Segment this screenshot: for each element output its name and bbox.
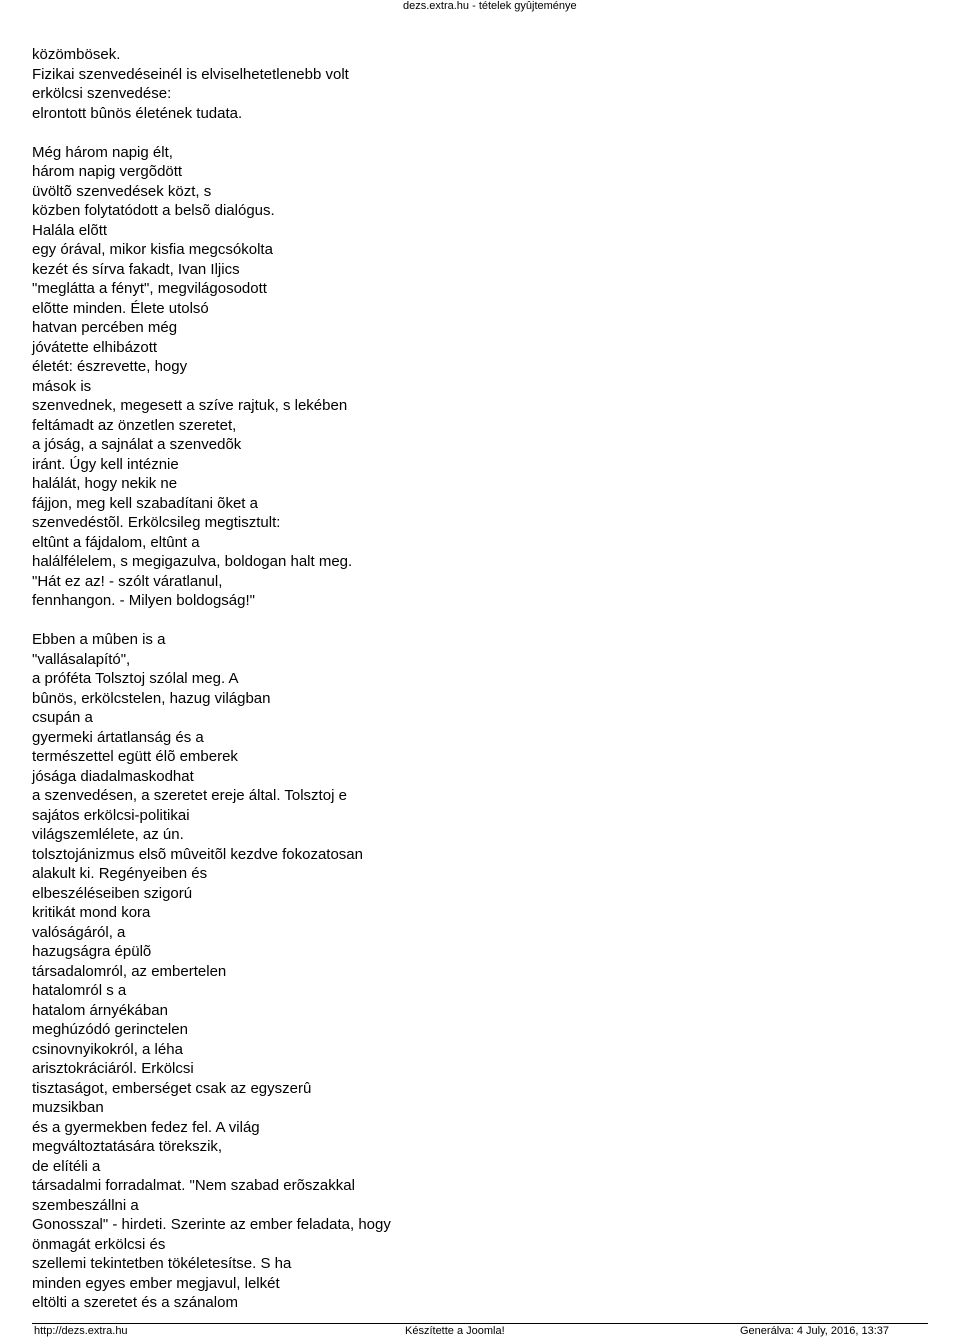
text-line: arisztokráciáról. Erkölcsi xyxy=(32,1060,194,1077)
text-line: mások is xyxy=(32,377,92,395)
text-line: Még három napig élt, xyxy=(32,143,173,161)
text-line: szembeszállni a xyxy=(32,1196,139,1214)
text-line: "Hát ez az! - szólt váratlanul, xyxy=(32,572,223,590)
text-line: hatalomról s a xyxy=(32,982,127,999)
text-line: kritikát mond kora xyxy=(32,904,151,921)
text-line: Fizikai szenvedéseinél is elviselhetetlenebb volt xyxy=(32,65,349,83)
text-line: minden egyes ember megjavul, lelkét xyxy=(32,1274,280,1292)
paragraph xyxy=(32,45,932,123)
text-line: kezét és sírva fakadt, Ivan Iljics xyxy=(32,260,240,278)
text-line: hatvan percében még xyxy=(32,319,178,336)
footer-credit: Készítette a Joomla! xyxy=(405,1325,505,1337)
text-line: elrontott bûnös életének tudata. xyxy=(32,104,243,122)
text-line: jóvátette elhibázott xyxy=(32,338,158,356)
text-line: eltölti a szeretet és a szánalom xyxy=(32,1294,238,1311)
text-line: önmagát erkölcsi és xyxy=(32,1235,166,1253)
text-line: társadalmi forradalmat. "Nem szabad erõszakkal xyxy=(32,1177,355,1194)
text-line: közömbösek. xyxy=(32,46,121,63)
text-line: társadalomról, az embertelen xyxy=(32,962,227,980)
text-line: egy órával, mikor kisfia megcsókolta xyxy=(32,241,273,258)
text-line: a jóság, a sajnálat a szenvedõk xyxy=(32,436,242,453)
footer-generated-date: Generálva: 4 July, 2016, 13:37 xyxy=(740,1325,890,1337)
text-line: három napig vergõdött xyxy=(32,163,183,180)
text-line: elõtte minden. Élete utolsó xyxy=(32,299,209,317)
text-line: bûnös, erkölcstelen, hazug világban xyxy=(32,689,271,707)
paragraph xyxy=(32,630,932,1313)
footer-divider xyxy=(32,1323,928,1324)
text-line: közben folytatódott a belsõ dialógus. xyxy=(32,202,275,219)
text-line: elbeszéléseiben szigorú xyxy=(32,884,193,902)
text-line: sajátos erkölcsi-politikai xyxy=(32,806,190,824)
text-line: szenvednek, megesett a szíve rajtuk, s lekében xyxy=(32,397,348,414)
text-line: tisztaságot, emberséget csak az egyszerû xyxy=(32,1079,312,1097)
text-line: meghúzódó gerinctelen xyxy=(32,1021,188,1038)
text-line: és a gyermekben fedez fel. A világ xyxy=(32,1118,260,1136)
text-line: természettel egütt élõ emberek xyxy=(32,748,238,765)
text-line: erkölcsi szenvedése: xyxy=(32,85,172,102)
text-line: halálfélelem, s megigazulva, boldogan halt meg. xyxy=(32,553,353,570)
text-line: megváltoztatására törekszik, xyxy=(32,1138,223,1155)
text-line: a szenvedésen, a szeretet ereje által. Tolsztoj e xyxy=(32,787,347,804)
text-line: csinovnyikokról, a léha xyxy=(32,1040,183,1058)
article-body xyxy=(32,45,932,1313)
text-line: világszemlélete, az ún. xyxy=(32,826,184,843)
text-line: Halála elõtt xyxy=(32,221,108,239)
paragraph-gap xyxy=(32,611,932,631)
text-line: fájjon, meg kell szabadítani õket a xyxy=(32,494,258,512)
text-line: valóságáról, a xyxy=(32,923,126,941)
text-line: iránt. Úgy kell intéznie xyxy=(32,455,179,473)
footer-site-link[interactable]: http://dezs.extra.hu xyxy=(34,1325,128,1337)
text-line: eltûnt a fájdalom, eltûnt a xyxy=(32,533,200,551)
text-line: gyermeki ártatlanság és a xyxy=(32,728,204,746)
text-line: muzsikban xyxy=(32,1099,104,1116)
text-line: csupán a xyxy=(32,709,93,726)
text-line: tolsztojánizmus elsõ mûveitõl kezdve fokozatosan xyxy=(32,845,363,863)
text-line: jósága diadalmaskodhat xyxy=(32,767,194,785)
text-line: de elítéli a xyxy=(32,1157,101,1175)
text-line: alakult ki. Regényeiben és xyxy=(32,865,208,882)
text-line: halálát, hogy nekik ne xyxy=(32,475,178,492)
text-line: "vallásalapító", xyxy=(32,650,131,668)
text-line: szenvedéstõl. Erkölcsileg megtisztult: xyxy=(32,514,281,531)
text-line: "meglátta a fényt", megvilágosodott xyxy=(32,280,267,297)
text-line: hazugságra épülõ xyxy=(32,943,152,960)
text-line: Ebben a mûben is a xyxy=(32,631,166,648)
page-header: dezs.extra.hu - tételek gyûjteménye xyxy=(403,0,577,12)
text-line: üvöltõ szenvedések közt, s xyxy=(32,182,212,200)
paragraph-gap xyxy=(32,123,932,143)
text-line: Gonosszal" - hirdeti. Szerinte az ember feladata, hogy xyxy=(32,1216,391,1233)
text-line: szellemi tekintetben tökéletesítse. S ha xyxy=(32,1255,292,1272)
text-line: hatalom árnyékában xyxy=(32,1001,168,1019)
text-line: a próféta Tolsztoj szólal meg. A xyxy=(32,670,239,687)
text-line: életét: észrevette, hogy xyxy=(32,358,188,375)
paragraph xyxy=(32,143,932,611)
text-line: feltámadt az önzetlen szeretet, xyxy=(32,416,237,434)
text-line: fennhangon. - Milyen boldogság!" xyxy=(32,592,255,609)
